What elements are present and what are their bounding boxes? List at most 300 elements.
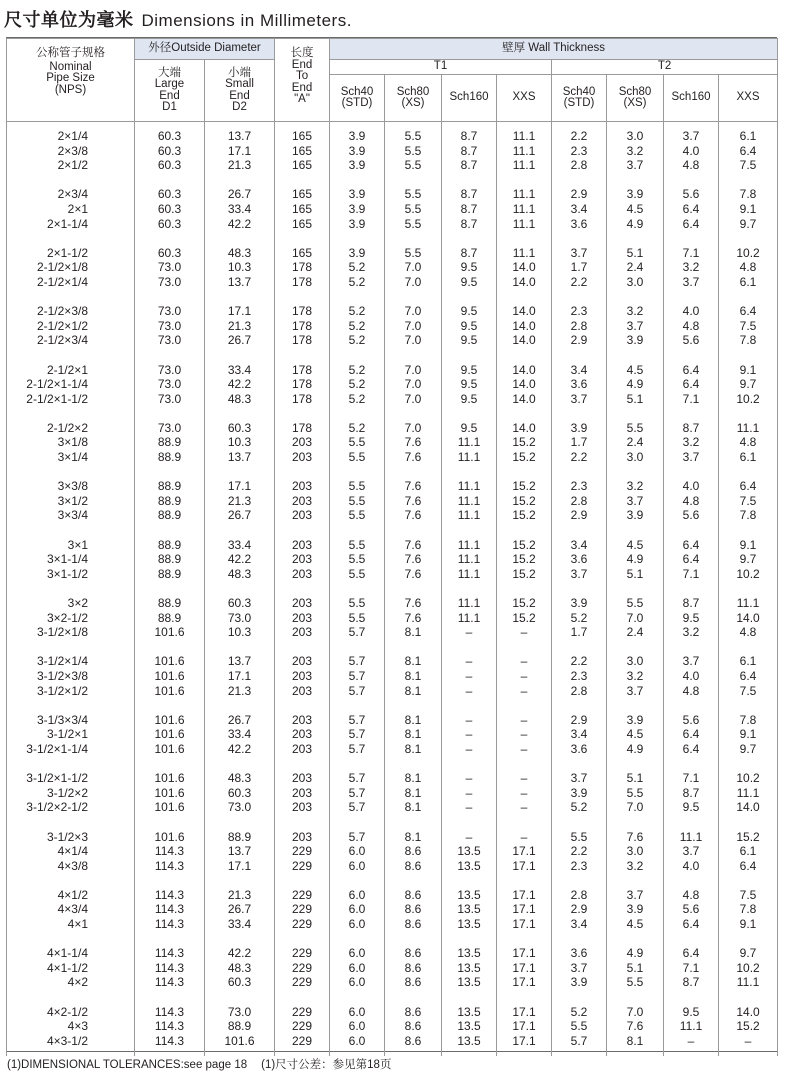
cell-value: 5.6 <box>664 333 719 348</box>
cell-value: 203 <box>275 684 330 699</box>
cell-value: 6.4 <box>664 742 719 757</box>
cell-value: 7.0 <box>607 800 664 815</box>
table-row <box>7 260 778 275</box>
table-row <box>7 888 778 903</box>
cell-value: 7.0 <box>385 319 442 334</box>
cell-value: 165 <box>275 158 330 173</box>
cell-value: 3.9 <box>330 246 385 261</box>
cell-value: 5.1 <box>607 246 664 261</box>
cell-nps: 3-1/2×1 <box>7 727 135 742</box>
cell-value: 7.6 <box>385 494 442 509</box>
cell-value: 7.8 <box>719 713 778 728</box>
cell-nps: 4×3 <box>7 1019 135 1034</box>
cell-value: 2.4 <box>607 625 664 640</box>
cell-value: 3.7 <box>607 494 664 509</box>
cell-value: 6.4 <box>664 946 719 961</box>
header-wall: 壁厚 Wall Thickness <box>330 39 778 60</box>
cell-value: 60.3 <box>135 246 205 261</box>
cell-value: 6.4 <box>664 552 719 567</box>
cell-value: 229 <box>275 1034 330 1049</box>
cell-nps: 2-1/2×1/8 <box>7 260 135 275</box>
cell-value: 3.7 <box>552 567 607 582</box>
cell-nps: 4×1 <box>7 917 135 932</box>
cell-value: 60.3 <box>135 217 205 232</box>
cell-value: 1.7 <box>552 625 607 640</box>
table-row <box>7 494 778 509</box>
cell-value: 8.7 <box>442 217 497 232</box>
cell-value: 7.6 <box>385 567 442 582</box>
cell-value: 11.1 <box>442 508 497 523</box>
cell-value: 114.3 <box>135 946 205 961</box>
cell-value: 9.7 <box>719 552 778 567</box>
header-d2: 小端 Small End D2 <box>205 60 275 122</box>
cell-value: 48.3 <box>205 567 275 582</box>
cell-value: 203 <box>275 669 330 684</box>
cell-value: 229 <box>275 917 330 932</box>
cell-value: 15.2 <box>497 596 552 611</box>
cell-value: 8.6 <box>385 917 442 932</box>
cell-value: 3.0 <box>607 275 664 290</box>
cell-value: 4.0 <box>664 304 719 319</box>
cell-value: 3.0 <box>607 129 664 144</box>
cell-value: 3.7 <box>664 450 719 465</box>
cell-value: 6.4 <box>664 217 719 232</box>
cell-value: 15.2 <box>497 479 552 494</box>
cell-value: 13.5 <box>442 859 497 874</box>
cell-value: – <box>442 654 497 669</box>
cell-value: 88.9 <box>135 508 205 523</box>
cell-value: 9.5 <box>664 1005 719 1020</box>
cell-value: 17.1 <box>497 844 552 859</box>
cell-value: 13.5 <box>442 1034 497 1049</box>
cell-value: 14.0 <box>497 333 552 348</box>
cell-value: 178 <box>275 260 330 275</box>
cell-value: 2.9 <box>552 187 607 202</box>
table-row <box>7 727 778 742</box>
cell-value: 11.1 <box>497 246 552 261</box>
cell-value: 3.9 <box>607 187 664 202</box>
cell-value: 178 <box>275 421 330 436</box>
cell-value: 178 <box>275 377 330 392</box>
cell-value: 3.2 <box>607 304 664 319</box>
table-row <box>7 421 778 436</box>
cell-value: 6.1 <box>719 844 778 859</box>
cell-value: 26.7 <box>205 333 275 348</box>
cell-value: 7.6 <box>385 450 442 465</box>
cell-value: 5.5 <box>385 217 442 232</box>
cell-value: 165 <box>275 217 330 232</box>
cell-value: 7.6 <box>385 479 442 494</box>
cell-value: 88.9 <box>135 494 205 509</box>
cell-nps: 2×1 <box>7 202 135 217</box>
cell-value: 3.2 <box>664 625 719 640</box>
cell-value: 165 <box>275 144 330 159</box>
cell-value: 6.0 <box>330 844 385 859</box>
header-nps <box>7 39 135 122</box>
cell-value: 203 <box>275 771 330 786</box>
cell-value: 7.6 <box>607 830 664 845</box>
cell-value: 7.0 <box>385 304 442 319</box>
cell-value: 4.5 <box>607 917 664 932</box>
cell-value: 11.1 <box>719 975 778 990</box>
cell-value: 6.0 <box>330 1005 385 1020</box>
cell-value: 14.0 <box>497 304 552 319</box>
cell-value: 3.7 <box>552 771 607 786</box>
cell-value: 6.4 <box>719 144 778 159</box>
cell-value: 11.1 <box>442 494 497 509</box>
cell-value: 5.2 <box>330 319 385 334</box>
table-row <box>7 202 778 217</box>
cell-value: 7.8 <box>719 187 778 202</box>
cell-value: 5.6 <box>664 713 719 728</box>
cell-value: 73.0 <box>135 275 205 290</box>
cell-value: – <box>497 625 552 640</box>
cell-value: 4.9 <box>607 946 664 961</box>
cell-value: 88.9 <box>135 596 205 611</box>
cell-value: 6.4 <box>719 859 778 874</box>
cell-value: 4.0 <box>664 859 719 874</box>
cell-value: 17.1 <box>497 1034 552 1049</box>
cell-value: 11.1 <box>442 611 497 626</box>
page-title <box>4 6 352 32</box>
title-en: Dimensions in Millimeters. <box>141 11 352 30</box>
cell-value: 7.8 <box>719 902 778 917</box>
cell-value: 33.4 <box>205 727 275 742</box>
cell-value: 10.2 <box>719 392 778 407</box>
cell-value: 9.5 <box>442 333 497 348</box>
cell-value: 9.1 <box>719 363 778 378</box>
cell-value: 42.2 <box>205 742 275 757</box>
table-row <box>7 392 778 407</box>
cell-value: 3.0 <box>607 844 664 859</box>
table-row <box>7 187 778 202</box>
cell-value: 7.8 <box>719 333 778 348</box>
cell-value: 15.2 <box>497 552 552 567</box>
cell-value: 229 <box>275 888 330 903</box>
cell-value: – <box>442 830 497 845</box>
cell-value: 11.1 <box>442 567 497 582</box>
cell-value: 48.3 <box>205 771 275 786</box>
cell-value: 11.1 <box>497 158 552 173</box>
cell-value: 5.2 <box>552 1005 607 1020</box>
footnote-zh: (1)尺寸公差：参见第18页 <box>261 1059 392 1071</box>
cell-value: 8.7 <box>664 421 719 436</box>
cell-value: 3.9 <box>330 217 385 232</box>
cell-value: 8.7 <box>442 158 497 173</box>
table-row <box>7 684 778 699</box>
cell-value: 3.7 <box>664 654 719 669</box>
cell-value: 165 <box>275 187 330 202</box>
cell-value: 5.7 <box>330 713 385 728</box>
cell-value: 11.1 <box>497 129 552 144</box>
cell-value: 10.2 <box>719 567 778 582</box>
header-t2: T2 <box>552 60 778 75</box>
cell-value: – <box>497 669 552 684</box>
cell-value: 5.6 <box>664 508 719 523</box>
cell-value: 2.9 <box>552 713 607 728</box>
cell-value: 9.7 <box>719 946 778 961</box>
cell-value: 33.4 <box>205 538 275 553</box>
cell-value: 8.1 <box>385 625 442 640</box>
header-sch: XXS <box>719 75 778 122</box>
cell-value: 73.0 <box>135 333 205 348</box>
cell-value: 5.7 <box>330 742 385 757</box>
table-row <box>7 830 778 845</box>
cell-value: 203 <box>275 742 330 757</box>
cell-value: 7.0 <box>607 1005 664 1020</box>
cell-value: 10.3 <box>205 435 275 450</box>
cell-nps: 2-1/2×1/2 <box>7 319 135 334</box>
cell-value: 13.5 <box>442 902 497 917</box>
cell-value: 11.1 <box>442 596 497 611</box>
cell-value: 17.1 <box>205 669 275 684</box>
cell-value: 15.2 <box>497 435 552 450</box>
cell-value: 15.2 <box>497 450 552 465</box>
cell-value: 5.2 <box>330 392 385 407</box>
cell-value: 5.2 <box>552 800 607 815</box>
table-row <box>7 158 778 173</box>
cell-value: – <box>442 713 497 728</box>
cell-value: 5.5 <box>385 129 442 144</box>
cell-value: – <box>497 713 552 728</box>
cell-value: 203 <box>275 567 330 582</box>
cell-value: 7.1 <box>664 961 719 976</box>
cell-value: 10.2 <box>719 961 778 976</box>
table-row <box>7 435 778 450</box>
cell-value: 8.6 <box>385 844 442 859</box>
cell-value: 101.6 <box>135 742 205 757</box>
cell-value: 8.6 <box>385 1019 442 1034</box>
cell-nps: 3-1/2×1/2 <box>7 684 135 699</box>
cell-value: 9.5 <box>442 421 497 436</box>
cell-value: 4.0 <box>664 669 719 684</box>
footnote-en: (1)DIMENSIONAL TOLERANCES:see page 18 <box>7 1059 248 1071</box>
cell-value: 9.5 <box>442 392 497 407</box>
cell-value: 165 <box>275 202 330 217</box>
cell-value: 21.3 <box>205 158 275 173</box>
cell-value: 9.7 <box>719 377 778 392</box>
cell-value: 3.4 <box>552 202 607 217</box>
cell-value: 17.1 <box>497 961 552 976</box>
cell-value: 73.0 <box>205 611 275 626</box>
cell-value: 8.7 <box>664 786 719 801</box>
cell-value: 4.5 <box>607 727 664 742</box>
table-row <box>7 1019 778 1034</box>
cell-value: 48.3 <box>205 392 275 407</box>
table-row <box>7 902 778 917</box>
table-row <box>7 946 778 961</box>
cell-value: 88.9 <box>135 435 205 450</box>
cell-value: 5.7 <box>330 786 385 801</box>
cell-value: 3.6 <box>552 217 607 232</box>
cell-value: 11.1 <box>497 187 552 202</box>
cell-value: 8.1 <box>607 1034 664 1049</box>
cell-value: 4.8 <box>664 684 719 699</box>
cell-value: 13.7 <box>205 450 275 465</box>
cell-value: 17.1 <box>205 304 275 319</box>
cell-value: 7.0 <box>385 377 442 392</box>
cell-value: 203 <box>275 611 330 626</box>
cell-value: 7.0 <box>385 333 442 348</box>
cell-value: 33.4 <box>205 202 275 217</box>
cell-value: 9.5 <box>442 304 497 319</box>
cell-value: 73.0 <box>135 377 205 392</box>
cell-value: 5.5 <box>607 975 664 990</box>
cell-value: 8.7 <box>442 246 497 261</box>
table-body <box>7 122 778 1057</box>
table-row <box>7 246 778 261</box>
cell-value: 7.1 <box>664 771 719 786</box>
cell-value: 2.9 <box>552 333 607 348</box>
cell-value: 4.8 <box>664 319 719 334</box>
cell-value: 13.5 <box>442 946 497 961</box>
cell-value: 88.9 <box>135 479 205 494</box>
cell-value: 13.5 <box>442 975 497 990</box>
cell-value: – <box>442 786 497 801</box>
header-sch: Sch160 <box>442 75 497 122</box>
cell-value: 3.7 <box>664 275 719 290</box>
cell-value: 11.1 <box>497 144 552 159</box>
cell-value: 203 <box>275 625 330 640</box>
cell-value: 5.7 <box>330 727 385 742</box>
cell-value: 15.2 <box>719 830 778 845</box>
cell-value: 17.1 <box>497 888 552 903</box>
cell-value: 229 <box>275 844 330 859</box>
cell-nps: 2-1/2×2 <box>7 421 135 436</box>
cell-value: 13.5 <box>442 888 497 903</box>
cell-value: 5.5 <box>330 611 385 626</box>
table-row <box>7 275 778 290</box>
table-row <box>7 319 778 334</box>
cell-value: 17.1 <box>497 946 552 961</box>
cell-value: 13.5 <box>442 844 497 859</box>
cell-value: 88.9 <box>205 830 275 845</box>
cell-value: 8.6 <box>385 975 442 990</box>
cell-value: 8.1 <box>385 800 442 815</box>
cell-value: 88.9 <box>135 567 205 582</box>
cell-value: 5.5 <box>552 1019 607 1034</box>
cell-value: 8.6 <box>385 888 442 903</box>
cell-value: 11.1 <box>442 450 497 465</box>
cell-value: 114.3 <box>135 1019 205 1034</box>
cell-value: 14.0 <box>497 275 552 290</box>
cell-value: 13.7 <box>205 844 275 859</box>
cell-nps: 2-1/2×1-1/2 <box>7 392 135 407</box>
cell-value: 5.6 <box>664 902 719 917</box>
cell-value: 73.0 <box>205 1005 275 1020</box>
cell-value: 3.0 <box>607 654 664 669</box>
cell-value: – <box>497 830 552 845</box>
cell-value: 7.1 <box>664 246 719 261</box>
cell-value: 5.5 <box>330 508 385 523</box>
cell-nps: 3-1/2×2-1/2 <box>7 800 135 815</box>
cell-value: 17.1 <box>497 975 552 990</box>
cell-value: 8.6 <box>385 961 442 976</box>
cell-value: 3.6 <box>552 552 607 567</box>
cell-value: 13.5 <box>442 917 497 932</box>
cell-value: 6.4 <box>664 363 719 378</box>
header-sch: Sch80 (XS) <box>385 75 442 122</box>
table-row <box>7 479 778 494</box>
cell-value: 5.1 <box>607 567 664 582</box>
cell-value: 8.7 <box>442 129 497 144</box>
header-sch: Sch40 (STD) <box>330 75 385 122</box>
cell-value: 9.5 <box>664 611 719 626</box>
cell-value: 73.0 <box>205 800 275 815</box>
header-length <box>275 39 330 122</box>
cell-value: – <box>497 786 552 801</box>
cell-value: 3.2 <box>607 669 664 684</box>
cell-value: 3.7 <box>607 684 664 699</box>
cell-value: 11.1 <box>442 435 497 450</box>
cell-value: 7.5 <box>719 494 778 509</box>
cell-value: 203 <box>275 508 330 523</box>
cell-value: 229 <box>275 961 330 976</box>
cell-nps: 3-1/2×1-1/2 <box>7 771 135 786</box>
cell-value: 14.0 <box>719 611 778 626</box>
cell-value: 5.5 <box>330 596 385 611</box>
table-row <box>7 961 778 976</box>
cell-value: 26.7 <box>205 902 275 917</box>
cell-value: 5.2 <box>330 377 385 392</box>
cell-value: 2.3 <box>552 144 607 159</box>
cell-value: 60.3 <box>135 129 205 144</box>
cell-value: 15.2 <box>719 1019 778 1034</box>
header-length-zh: 长度 <box>290 47 314 59</box>
cell-value: 7.6 <box>607 1019 664 1034</box>
cell-value: 3.9 <box>330 129 385 144</box>
cell-value: 7.6 <box>385 435 442 450</box>
table-row <box>7 377 778 392</box>
cell-value: – <box>442 669 497 684</box>
cell-value: – <box>442 771 497 786</box>
cell-value: 5.5 <box>552 830 607 845</box>
table-row <box>7 508 778 523</box>
cell-value: 229 <box>275 859 330 874</box>
cell-value: 114.3 <box>135 844 205 859</box>
cell-value: 42.2 <box>205 946 275 961</box>
cell-value: 42.2 <box>205 217 275 232</box>
cell-value: 4.9 <box>607 217 664 232</box>
cell-value: 7.0 <box>385 275 442 290</box>
header-od: 外径Outside Diameter <box>135 39 275 60</box>
cell-value: 8.6 <box>385 1034 442 1049</box>
cell-value: 101.6 <box>135 625 205 640</box>
cell-value: 11.1 <box>719 596 778 611</box>
cell-value: 101.6 <box>135 684 205 699</box>
cell-value: 11.1 <box>719 786 778 801</box>
cell-value: 14.0 <box>497 363 552 378</box>
cell-value: 5.7 <box>552 1034 607 1049</box>
cell-value: – <box>442 684 497 699</box>
table-row <box>7 713 778 728</box>
cell-value: 7.1 <box>664 567 719 582</box>
cell-nps: 3×2-1/2 <box>7 611 135 626</box>
cell-value: 8.7 <box>664 975 719 990</box>
header-sch: Sch80 (XS) <box>607 75 664 122</box>
cell-value: 73.0 <box>135 392 205 407</box>
cell-value: 5.5 <box>330 450 385 465</box>
cell-value: 11.1 <box>719 421 778 436</box>
cell-value: 6.0 <box>330 975 385 990</box>
cell-value: 2.8 <box>552 158 607 173</box>
cell-value: 8.6 <box>385 859 442 874</box>
cell-value: 17.1 <box>497 917 552 932</box>
cell-value: 5.2 <box>552 611 607 626</box>
cell-value: 60.3 <box>205 975 275 990</box>
cell-value: 88.9 <box>205 1019 275 1034</box>
cell-nps: 2×3/8 <box>7 144 135 159</box>
